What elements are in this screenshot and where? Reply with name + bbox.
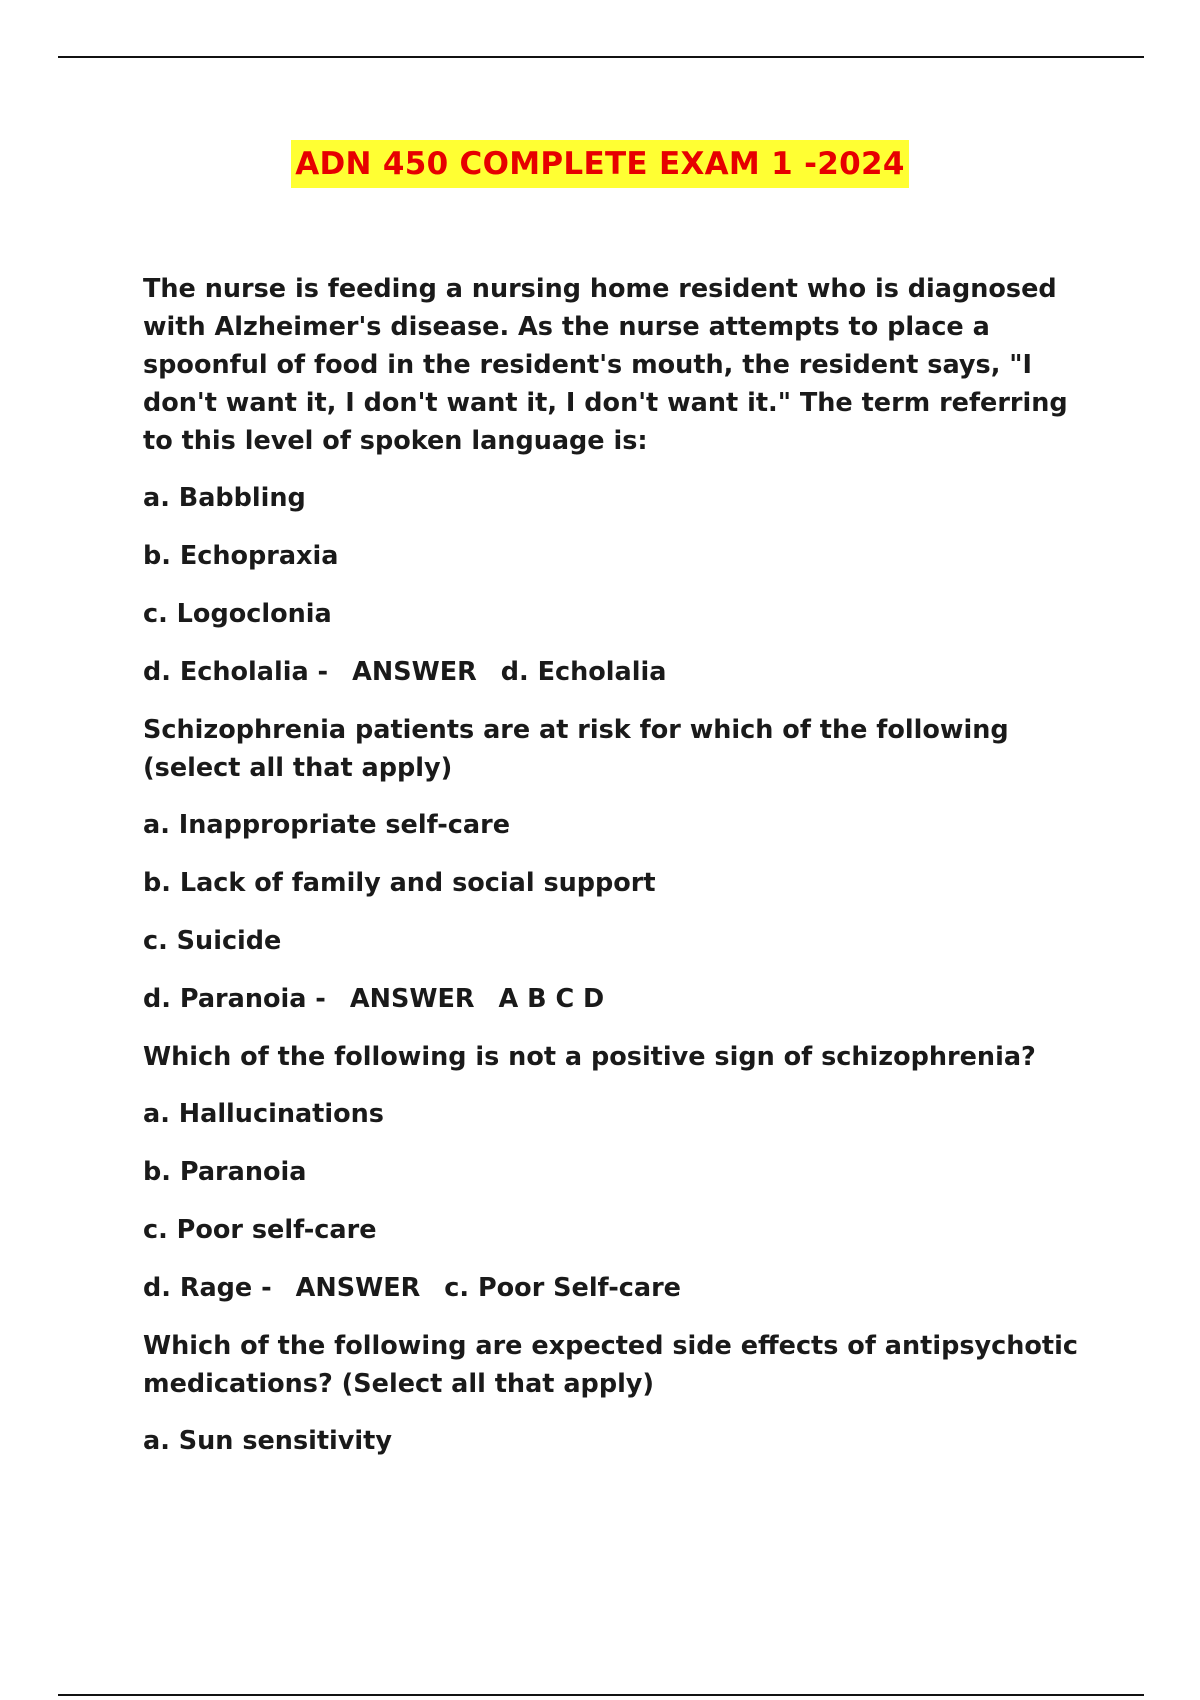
- question-1-option-c: c. Logoclonia: [143, 599, 332, 629]
- question-2-prompt: Schizophrenia patients are at risk for which of the following (select all that apply): [143, 715, 1009, 783]
- question-3-option-a: a. Hallucinations: [143, 1099, 384, 1129]
- question-1-option-d-with-answer: [143, 653, 1103, 691]
- question-1-option-b: b. Echopraxia: [143, 541, 339, 571]
- title-wrap: [0, 140, 1200, 188]
- question-3-option-b: b. Paranoia: [143, 1157, 307, 1187]
- question-1-answer-label: ANSWER: [352, 657, 477, 687]
- question-2-option-b: b. Lack of family and social support: [143, 868, 656, 898]
- question-2-option-d: d. Paranoia -: [143, 984, 326, 1014]
- question-1-prompt: The nurse is feeding a nursing home resident who is diagnosed with Alzheimer's disease. As the nurse attempts to place a spoonful of food in the resident's mouth, the resident says, "I don't want it, I don't want it, I don't want it." The term referring to this level of spoken language is:: [143, 274, 1068, 456]
- question-1-answer-value: d. Echolalia: [500, 657, 667, 687]
- document-title: ADN 450 COMPLETE EXAM 1 -2024: [291, 140, 909, 188]
- question-4-prompt: Which of the following are expected side effects of antipsychotic medications? (Select all that apply): [143, 1331, 1078, 1399]
- question-3-prompt: Which of the following is not a positive sign of schizophrenia?: [143, 1042, 1036, 1072]
- question-1-option-a: a. Babbling: [143, 483, 306, 513]
- question-2-answer-label: ANSWER: [349, 984, 475, 1014]
- question-2-option-c: c. Suicide: [143, 926, 282, 956]
- top-rule: [58, 56, 1144, 58]
- question-2-option-a: a. Inappropriate self-care: [143, 810, 510, 840]
- question-1-option-d: d. Echolalia -: [143, 657, 329, 687]
- question-3-option-c: c. Poor self-care: [143, 1215, 377, 1245]
- question-4-option-a: a. Sun sensitivity: [143, 1426, 392, 1456]
- question-2-answer-value: A B C D: [498, 984, 605, 1014]
- question-3-option-d-with-answer: [143, 1269, 1103, 1307]
- exam-content: [143, 270, 1103, 1480]
- question-2-option-d-with-answer: [143, 980, 1103, 1018]
- question-3-answer-label: ANSWER: [295, 1273, 421, 1303]
- bottom-rule: [58, 1694, 1144, 1696]
- question-3-option-d: d. Rage -: [143, 1273, 272, 1303]
- question-3-answer-value: c. Poor Self-care: [444, 1273, 681, 1303]
